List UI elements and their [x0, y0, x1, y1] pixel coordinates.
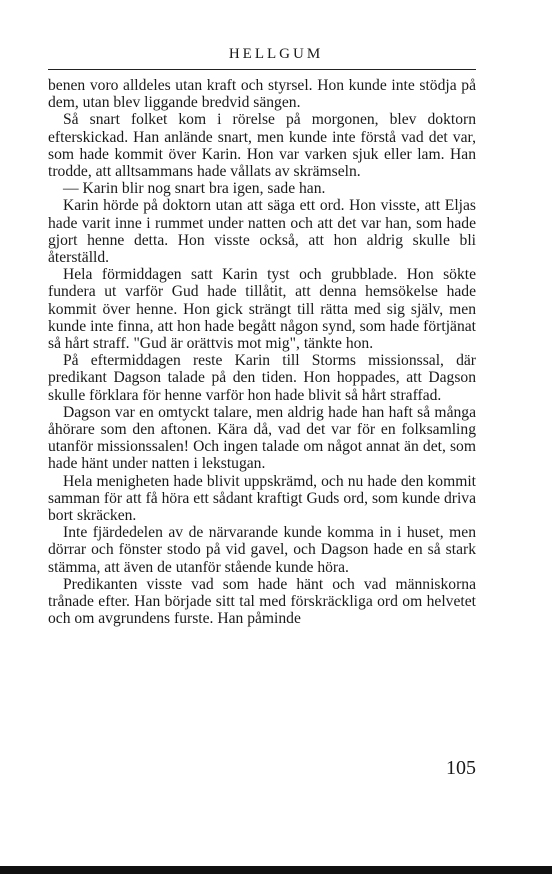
paragraph: Dagson var en omtyckt talare, men aldrig hade han haft så många åhörare som den aftonen. Kära då, vad det var för en folksamling utanför missionssalen! Och ingen talade om något annat än det, som hade hänt under natten i lekstugan.: [48, 403, 476, 473]
running-header: HELLGUM: [228, 46, 324, 62]
paragraph: På eftermiddagen reste Karin till Storms missionssal, där predikant Dagson talade på den tiden. Hon hoppades, att Dagson skulle förklara för henne varför hon hade blivit så hårt straffad.: [48, 352, 476, 404]
page-number: 105: [446, 757, 476, 779]
paragraph: Karin hörde på doktorn utan att säga ett ord. Hon visste, att Eljas hade varit inne i rummet under natten och att det var han, som hade gjort henne detta. Hon visste också, att hon aldrig skulle bli återställd.: [48, 197, 476, 267]
body-text: [48, 77, 476, 628]
scan-edge-bar: [0, 866, 552, 874]
paragraph: Så snart folket kom i rörelse på morgonen, blev doktorn efterskickad. Han anlände snart, men kunde inte förstå vad det var, som hade kommit över Karin. Hon var varken sjuk eller lam. Han trodde, att alltsammans hade vållats av skrämseln.: [48, 111, 476, 181]
paragraph: benen voro alldeles utan kraft och styrsel. Hon kunde inte stödja på dem, utan blev liggande bredvid sängen.: [48, 77, 476, 112]
paragraph: Inte fjärdedelen av de närvarande kunde komma in i huset, men dörrar och fönster stodo på vid gavel, och Dagson hade en så stark stämma, att även de utanför stående kunde höra.: [48, 524, 476, 576]
paragraph: Hela förmiddagen satt Karin tyst och grubblade. Hon sökte fundera ut varför Gud hade tillåtit, att denna hemsökelse hade kommit över henne. Hon gick strängt till rätta med sig själv, men kunde inte finna, att hon hade begått någon synd, som hade förtjänat så hårt straff. "Gud är orättvis mot mig", tänkte hon.: [48, 266, 476, 353]
paragraph: Predikanten visste vad som hade hänt och vad människorna trånade efter. Han började sitt tal med förskräckliga ord om helvetet och om avgrundens furste. Han påminde: [48, 575, 476, 628]
paragraph: Hela menigheten hade blivit uppskrämd, och nu hade den kommit samman för att få höra ett sådant kraftigt Guds ord, som kunde driva bort skräcken.: [48, 472, 476, 525]
paragraph: — Karin blir nog snart bra igen, sade han.: [63, 180, 326, 198]
header-rule: [48, 69, 476, 70]
